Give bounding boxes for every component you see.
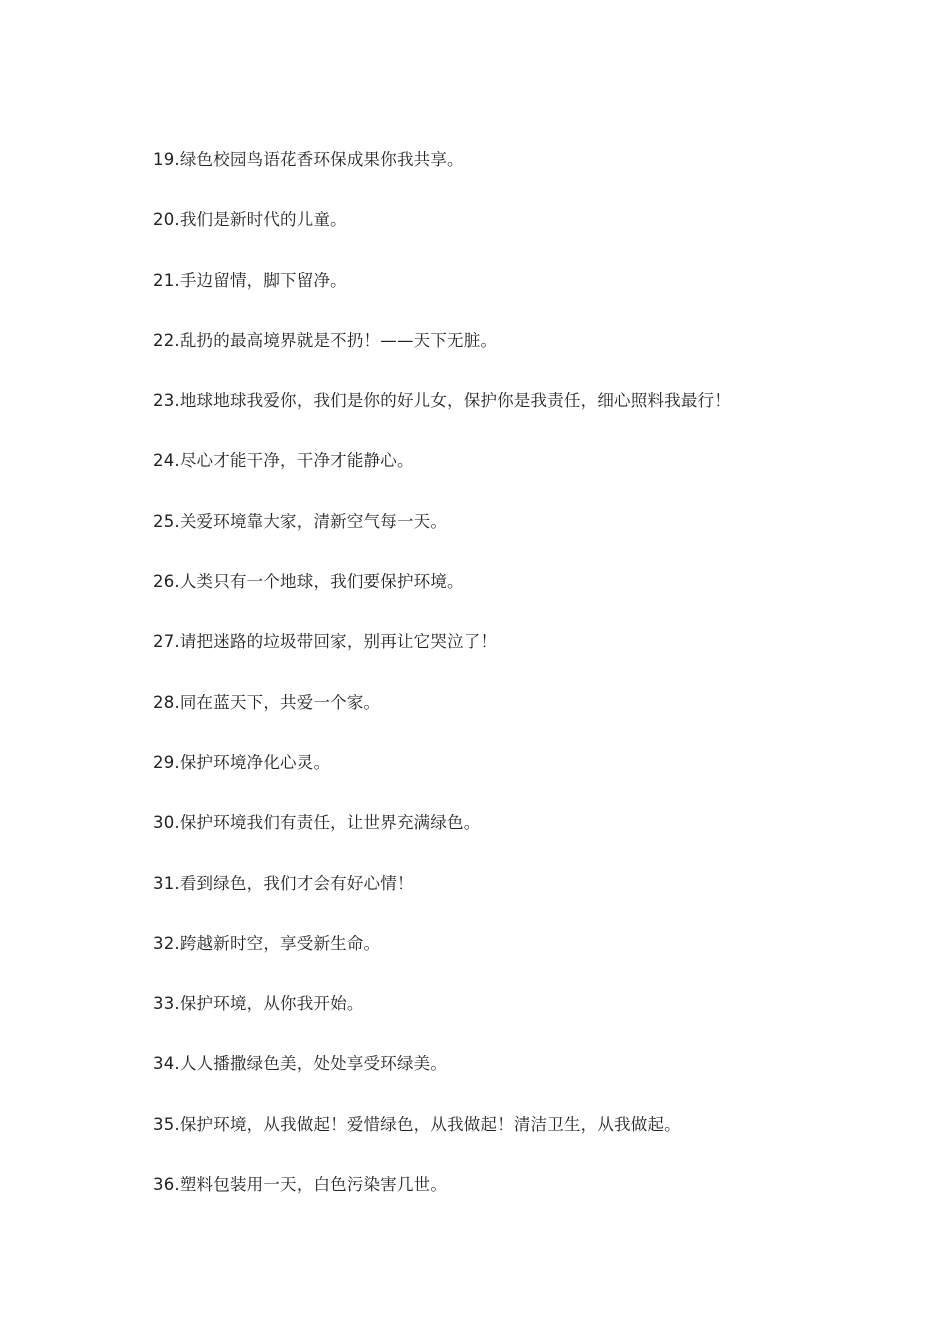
list-item: 19.绿色校园鸟语花香环保成果你我共享。 [153, 150, 464, 169]
list-item: 30.保护环境我们有责任，让世界充满绿色。 [153, 813, 481, 833]
list-item: 26.人类只有一个地球，我们要保护环境。 [153, 572, 464, 592]
list-item: 32.跨越新时空，享受新生命。 [153, 933, 381, 953]
list-item: 22.乱扔的最高境界就是不扔！——天下无脏。 [153, 330, 498, 350]
list-item: 25.关爱环境靠大家，清新空气每一天。 [153, 511, 448, 531]
list-item: 20.我们是新时代的儿童。 [153, 210, 347, 230]
list-item: 36.塑料包装用一天，白色污染害几世。 [153, 1175, 448, 1195]
list-item: 21.手边留情，脚下留净。 [153, 270, 347, 290]
list-item: 29.保护环境净化心灵。 [153, 752, 331, 772]
list-item: 23.地球地球我爱你，我们是你的好儿女，保护你是我责任，细心照料我最行！ [153, 391, 731, 411]
list-item: 34.人人播撒绿色美，处处享受环绿美。 [153, 1054, 448, 1074]
list-item: 31.看到绿色，我们才会有好心情！ [153, 873, 414, 893]
slogan-list [153, 147, 873, 1232]
list-item: 33.保护环境，从你我开始。 [153, 994, 364, 1014]
list-item: 27.请把迷路的垃圾带回家，别再让它哭泣了！ [153, 632, 498, 652]
list-item: 35.保护环境，从我做起！爱惜绿色，从我做起！清洁卫生，从我做起。 [153, 1114, 681, 1134]
list-item: 28.同在蓝天下，共爱一个家。 [153, 692, 381, 712]
list-item: 24.尽心才能干净，干净才能静心。 [153, 451, 414, 471]
